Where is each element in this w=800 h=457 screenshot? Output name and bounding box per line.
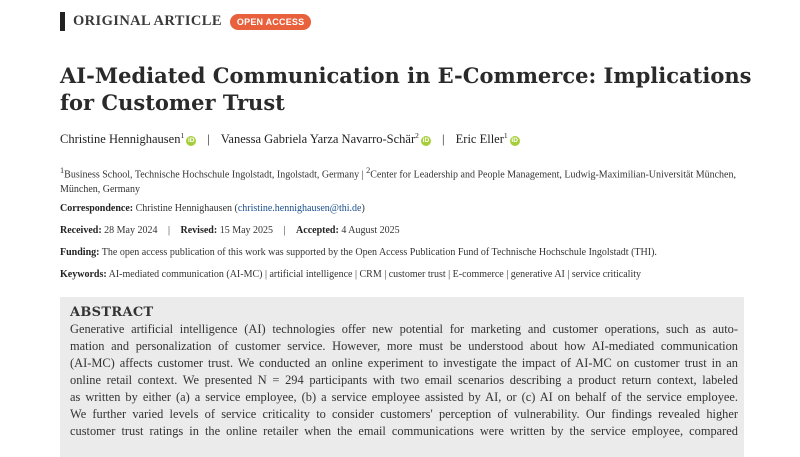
received-date: 28 May 2024 bbox=[104, 225, 158, 236]
abstract-line: customer trust ratings in the online retailer when the email communications were written by the service employee, compared bbox=[70, 424, 738, 438]
date-separator: | bbox=[283, 225, 286, 236]
author-separator: | bbox=[442, 132, 445, 147]
orcid-icon[interactable]: iD bbox=[422, 137, 430, 145]
abstract-line: online retail context. We presented N = 294 participants with two email scenarios describing a product return context, labeled bbox=[70, 373, 738, 387]
keywords-label: Keywords: bbox=[60, 269, 107, 280]
accepted-label: Accepted: bbox=[296, 225, 339, 236]
abstract-body bbox=[70, 321, 744, 440]
keywords-text: AI-mediated communication (AI-MC) | artificial intelligence | CRM | customer trust | E-commerce | generative AI | service criticality bbox=[108, 269, 642, 280]
funding bbox=[60, 247, 760, 258]
abstract-box bbox=[60, 297, 744, 457]
author-name[interactable]: Christine Hennighausen bbox=[60, 132, 181, 147]
orcid-icon[interactable]: iD bbox=[511, 137, 518, 145]
abstract-line: mation and personalization of customer service. However, more must be understood about how AI-mediated communication bbox=[70, 339, 738, 353]
author-affiliation-sup: 2 bbox=[415, 131, 419, 140]
author-affiliation-sup: 1 bbox=[180, 131, 185, 140]
abstract-line: (AI-MC) affects customer trust. We conducted an online experiment to investigate the impact of AI-MC on customer trust in an bbox=[70, 356, 738, 370]
article-type-label: ORIGINAL ARTICLE bbox=[73, 13, 222, 29]
correspondence: Correspondence: Christine Hennighausen (christine.hennighausen@thi.de) bbox=[60, 203, 365, 214]
author-separator: | bbox=[207, 132, 210, 147]
funding-label: Funding: bbox=[60, 247, 100, 258]
revised-date: 15 May 2025 bbox=[219, 225, 274, 236]
abstract-line: Generative artificial intelligence (AI) technologies offer new potential for marketing and customer operations, such as auto- bbox=[70, 322, 738, 336]
revised-label: Revised: bbox=[180, 225, 218, 236]
correspondence-label: Correspondence: bbox=[60, 203, 134, 214]
abstract-heading: ABSTRACT bbox=[70, 305, 154, 320]
affiliation-sup: 1 bbox=[60, 166, 65, 175]
affiliations bbox=[60, 163, 750, 197]
keywords bbox=[60, 269, 760, 280]
affiliation-1: Business School, Technische Hochschule Ingolstadt, Ingolstadt, Germany bbox=[64, 169, 360, 181]
abstract-line: We further varied levels of service criticality to consider customers' perception of vulnerability. Our findings revealed higher bbox=[70, 407, 738, 421]
funding-text: The open access publication of this work was supported by the Open Access Publication Fund of Technische Hochschule Ingolstadt (THI). bbox=[101, 247, 657, 258]
affiliation-sup: 2 bbox=[366, 166, 371, 175]
article-header bbox=[60, 12, 311, 31]
orcid-icon[interactable]: iD bbox=[187, 137, 195, 145]
author-name[interactable]: Vanessa Gabriela Yarza Navarro-Schär bbox=[220, 132, 416, 147]
correspondence-email-link[interactable]: christine.hennighausen@thi.de bbox=[237, 203, 362, 214]
author-affiliation-sup: 1 bbox=[503, 131, 508, 140]
author-name[interactable]: Eric Eller bbox=[455, 132, 504, 147]
accepted-date: 4 August 2025 bbox=[341, 225, 400, 236]
date-separator: | bbox=[168, 225, 171, 236]
affiliation-separator: | bbox=[361, 169, 367, 181]
affiliation-2: Center for Leadership and People Management, Ludwig-Maximilian-Universität München, München, Germany bbox=[60, 169, 736, 196]
publication-dates bbox=[60, 225, 760, 236]
correspondence-name: Christine Hennighausen bbox=[135, 203, 233, 214]
received-label: Received: bbox=[60, 225, 102, 236]
author-list bbox=[60, 131, 760, 147]
header-accent-bar bbox=[60, 12, 65, 31]
abstract-line: as written by either (a) a service employee, (b) a service employee assisted by AI, or (c) AI on behalf of the service employee. bbox=[70, 390, 738, 404]
paper-title: AI-Mediated Communication in E-Commerce: Implications for Customer Trust bbox=[60, 63, 752, 115]
open-access-badge: OPEN ACCESS bbox=[230, 14, 311, 30]
